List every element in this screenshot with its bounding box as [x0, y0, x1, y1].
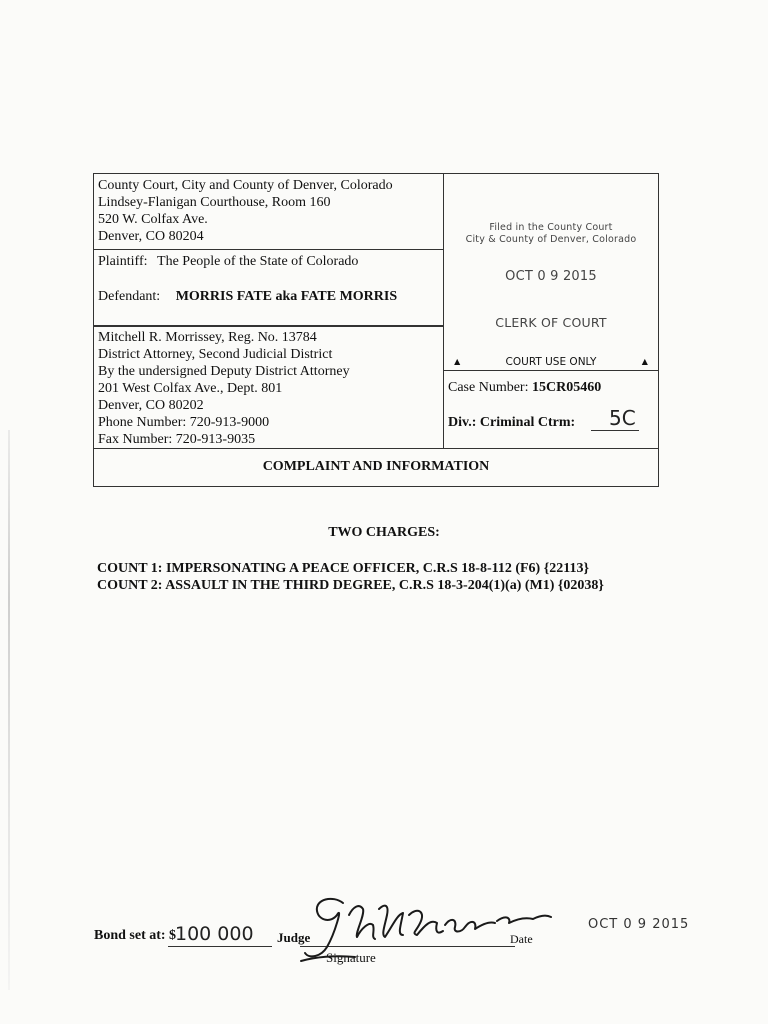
bond-label: Bond set at: $	[94, 928, 177, 943]
attorney-fax: Fax Number: 720-913-9035	[98, 432, 256, 447]
filed-stamp-line1: Filed in the County Court	[489, 222, 613, 233]
plaintiff-row	[98, 253, 358, 270]
case-number-label: Case Number:	[448, 380, 529, 395]
case-number-value: 15CR05460	[531, 380, 602, 395]
court-use-arrow-right: ▲	[639, 357, 650, 368]
court-city: Denver, CO 80204	[98, 229, 204, 244]
court-block	[98, 177, 393, 245]
plaintiff-label: Plaintiff:	[98, 254, 148, 269]
count-2: COUNT 2: ASSAULT IN THE THIRD DEGREE, C.R.S 18-3-204(1)(a) (M1) {02038}	[97, 578, 604, 593]
attorney-city: Denver, CO 80202	[98, 398, 204, 413]
filed-stamp-line2: City & County of Denver, Colorado	[465, 234, 637, 245]
court-street: 520 W. Colfax Ave.	[98, 212, 208, 227]
count-1: COUNT 1: IMPERSONATING A PEACE OFFICER, C.R.S 18-8-112 (F6) {22113}	[97, 561, 589, 576]
date-stamp: OCT 0 9 2015	[588, 917, 690, 932]
charges-list	[97, 560, 604, 594]
judge-signature	[285, 885, 565, 970]
case-number-row	[448, 379, 601, 396]
date-label: Date	[510, 932, 533, 946]
courtroom-value: 5C	[609, 406, 636, 430]
signature-label: Signature	[326, 950, 376, 965]
defendant-value: MORRIS FATE aka FATE MORRIS	[175, 289, 398, 304]
caption-divider-court	[94, 249, 443, 250]
case-caption-box	[93, 173, 659, 487]
courthouse-name: Lindsey-Flanigan Courthouse, Room 160	[98, 195, 331, 210]
defendant-label: Defendant:	[98, 289, 161, 304]
plaintiff-value: The People of the State of Colorado	[157, 254, 359, 269]
charges-heading: TWO CHARGES:	[328, 525, 440, 540]
attorney-block	[98, 329, 350, 448]
court-name: County Court, City and County of Denver, Colorado	[98, 178, 393, 193]
caption-divider-parties	[94, 325, 443, 327]
attorney-deputy: By the undersigned Deputy District Attorney	[98, 364, 350, 379]
filed-stamp-date: OCT 0 9 2015	[505, 269, 597, 284]
courtroom-underline	[591, 430, 639, 431]
scan-edge-artifact	[8, 430, 10, 990]
attorney-phone: Phone Number: 720-913-9000	[98, 415, 270, 430]
division-label: Div.: Criminal Ctrm:	[448, 415, 576, 430]
document-title: COMPLAINT AND INFORMATION	[262, 459, 490, 474]
attorney-title: District Attorney, Second Judicial District	[98, 347, 333, 362]
caption-divider-vertical	[443, 174, 444, 448]
attorney-name: Mitchell R. Morrissey, Reg. No. 13784	[98, 330, 317, 345]
caption-divider-title	[94, 448, 659, 449]
judge-label: Judge	[277, 930, 311, 945]
court-use-arrow-left: ▲	[452, 357, 463, 368]
bond-amount-line	[168, 946, 272, 947]
bond-amount: 100 000	[175, 923, 254, 945]
attorney-street: 201 West Colfax Ave., Dept. 801	[98, 381, 283, 396]
court-use-only-label: COURT USE ONLY	[505, 356, 597, 368]
division-row	[448, 414, 575, 431]
court-use-only-row	[446, 354, 656, 371]
defendant-row	[98, 288, 397, 305]
filed-stamp	[446, 222, 656, 246]
clerk-stamp: CLERK OF COURT	[495, 315, 607, 330]
